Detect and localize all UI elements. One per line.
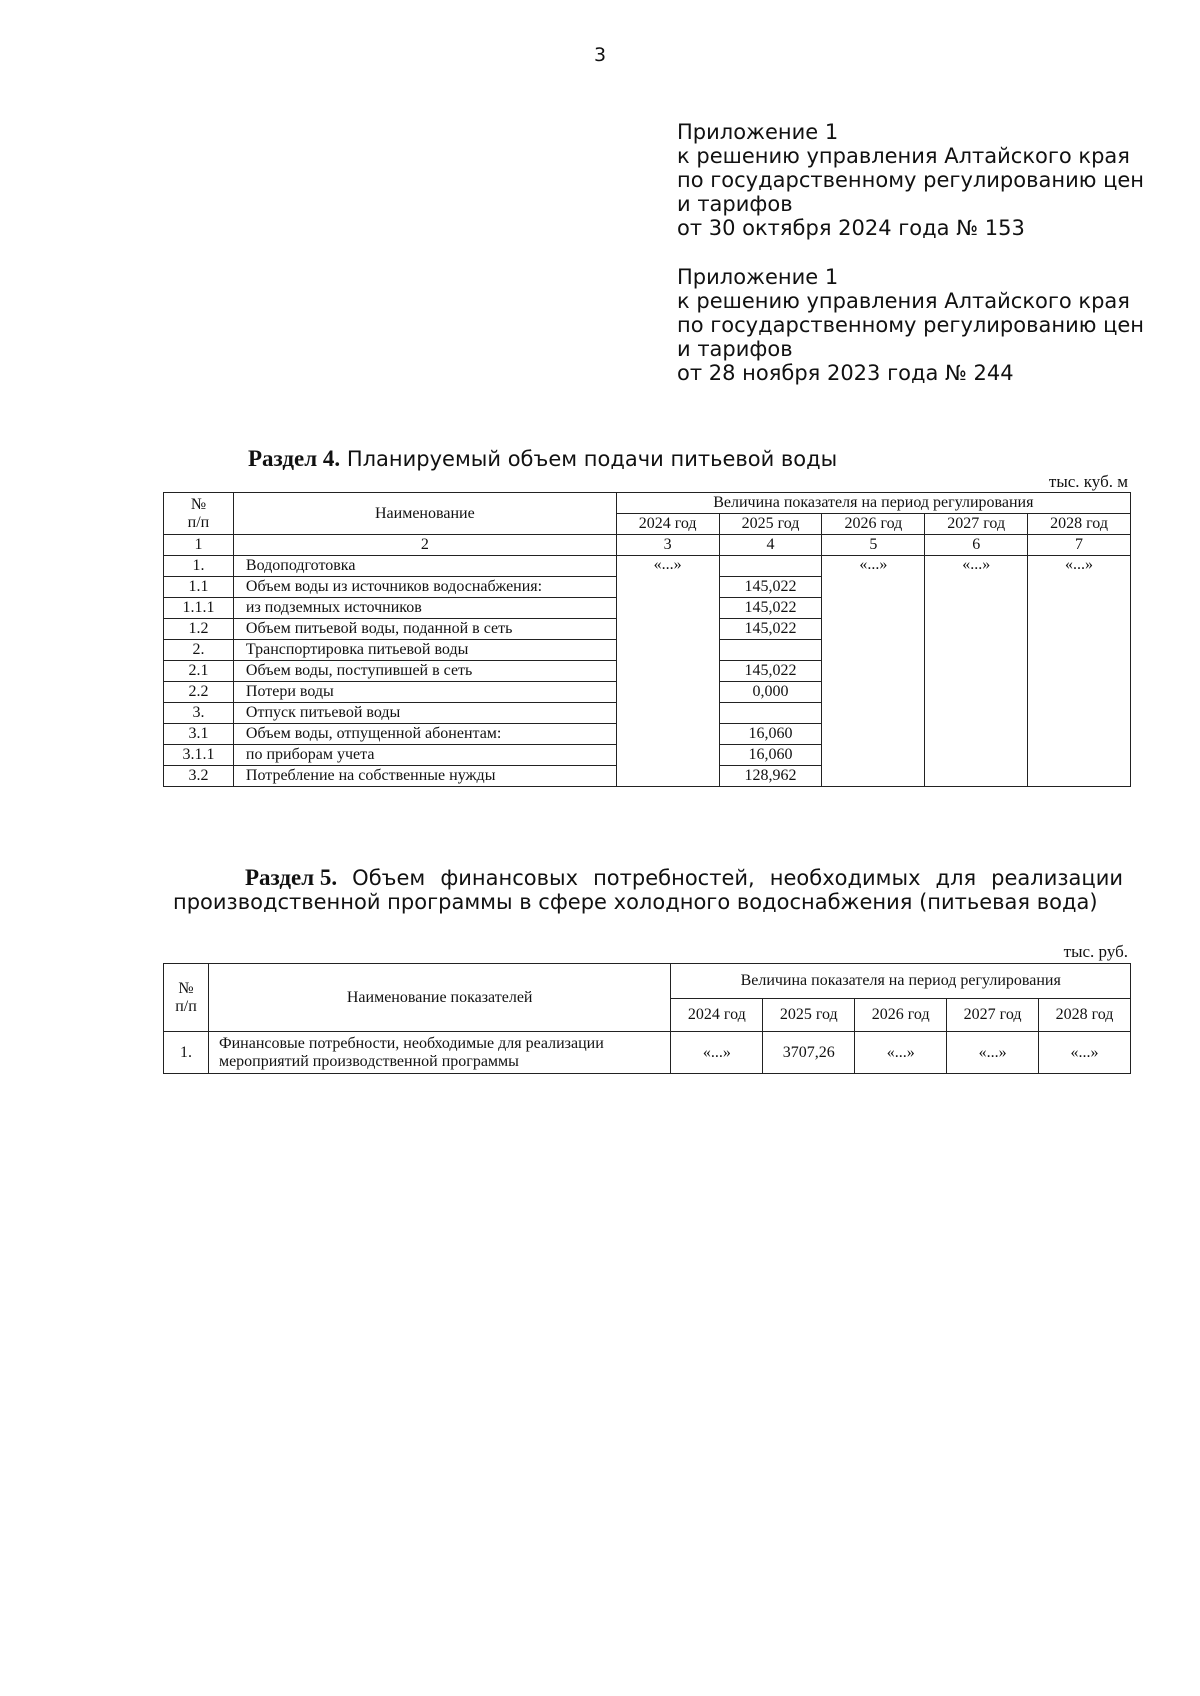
row-name: по приборам учета [233,745,616,766]
appendix-line: к решению управления Алтайского края [677,289,1130,313]
appendix-current [677,120,1157,240]
row-num: 3.2 [164,766,234,787]
row-num: 2.2 [164,682,234,703]
table-row [164,1032,1131,1074]
row-num: 1.1 [164,577,234,598]
cell-2025: 145,022 [719,598,822,619]
row-name: Транспортировка питьевой воды [233,640,616,661]
cell-2024: «...» [671,1032,763,1074]
col-number: 3 [616,535,719,556]
cell-2028: «...» [1039,1032,1131,1074]
title-word: для [935,866,977,890]
section5-title-bold: Раздел 5. [245,865,338,890]
cell-2027: «...» [925,556,1028,787]
header-year: 2027 год [947,999,1039,1032]
header-year: 2024 год [671,999,763,1032]
cell-2025 [719,703,822,724]
title-word: финансовых [440,866,579,890]
header-num: № п/п [164,493,234,535]
col-number: 4 [719,535,822,556]
row-num: 3.1 [164,724,234,745]
section4-title [248,446,837,472]
col-number: 2 [233,535,616,556]
header-num: № п/п [164,964,209,1032]
header-year: 2026 год [855,999,947,1032]
cell-2025: 3707,26 [763,1032,855,1074]
section5-table [163,963,1131,1074]
section4-title-bold: Раздел 4. [248,446,341,471]
appendix-line: от 28 ноября 2023 года № 244 [677,361,1014,385]
title-word: потребностей, [593,866,755,890]
header-name: Наименование показателей [208,964,670,1032]
section4-table [163,492,1131,787]
appendix-line: по государственному регулированию цен [677,168,1145,192]
row-num: 1.1.1 [164,598,234,619]
row-name: Объем воды, отпущенной абонентам: [233,724,616,745]
appendix-line: Приложение 1 [677,265,839,289]
cell-2025 [719,640,822,661]
header-period: Величина показателя на период регулирования [616,493,1130,514]
header-year: 2025 год [719,514,822,535]
row-num: 3.1.1 [164,745,234,766]
cell-2028: «...» [1028,556,1131,787]
cell-2025: 0,000 [719,682,822,703]
row-name: Объем питьевой воды, поданной в сеть [233,619,616,640]
header-name: Наименование [233,493,616,535]
cell-2025: 16,060 [719,745,822,766]
section5-unit: тыс. руб. [1063,942,1128,961]
header-period: Величина показателя на период регулирования [671,964,1131,999]
row-name: из подземных источников [233,598,616,619]
appendix-line: по государственному регулированию цен [677,313,1145,337]
row-num: 1. [164,1032,209,1074]
row-num: 1.2 [164,619,234,640]
row-num: 2. [164,640,234,661]
page-number: 3 [593,44,607,66]
appendix-line: от 30 октября 2024 года № 153 [677,216,1025,240]
appendix-previous [677,265,1157,385]
header-year: 2027 год [925,514,1028,535]
col-number: 6 [925,535,1028,556]
header-year: 2026 год [822,514,925,535]
row-name: Объем воды из источников водоснабжения: [233,577,616,598]
appendix-line: и тарифов [677,192,793,216]
cell-2026: «...» [822,556,925,787]
section4-title-text: Планируемый объем подачи питьевой воды [346,447,838,471]
cell-2025: 145,022 [719,619,822,640]
title-word: Объем [352,866,426,890]
cell-2026: «...» [855,1032,947,1074]
row-name: Финансовые потребности, необходимые для реализации мероприятий производственной программы [208,1032,670,1074]
row-num: 1. [164,556,234,577]
cell-2027: «...» [947,1032,1039,1074]
section5-title-line1 [173,866,1123,890]
cell-2025 [719,556,822,577]
row-num: 2.1 [164,661,234,682]
col-number: 1 [164,535,234,556]
row-name: Отпуск питьевой воды [233,703,616,724]
cell-2025: 145,022 [719,577,822,598]
title-word: необходимых [769,866,921,890]
row-num: 3. [164,703,234,724]
section5-title-line2: производственной программы в сфере холодного водоснабжения (питьевая вода) [173,890,1098,914]
cell-2025: 128,962 [719,766,822,787]
col-number: 7 [1028,535,1131,556]
title-word: реализации [991,866,1123,890]
table-row [164,556,1131,577]
header-year: 2028 год [1028,514,1131,535]
header-year: 2024 год [616,514,719,535]
cell-2025: 16,060 [719,724,822,745]
cell-2025: 145,022 [719,661,822,682]
row-name: Потери воды [233,682,616,703]
header-year: 2028 год [1039,999,1131,1032]
row-name: Потребление на собственные нужды [233,766,616,787]
section4-unit: тыс. куб. м [1048,472,1128,491]
appendix-line: Приложение 1 [677,120,839,144]
section5-title [173,866,1123,914]
col-number: 5 [822,535,925,556]
appendix-line: к решению управления Алтайского края [677,144,1130,168]
row-name: Объем воды, поступившей в сеть [233,661,616,682]
appendix-line: и тарифов [677,337,793,361]
row-name: Водоподготовка [233,556,616,577]
header-year: 2025 год [763,999,855,1032]
cell-2024: «...» [616,556,719,787]
